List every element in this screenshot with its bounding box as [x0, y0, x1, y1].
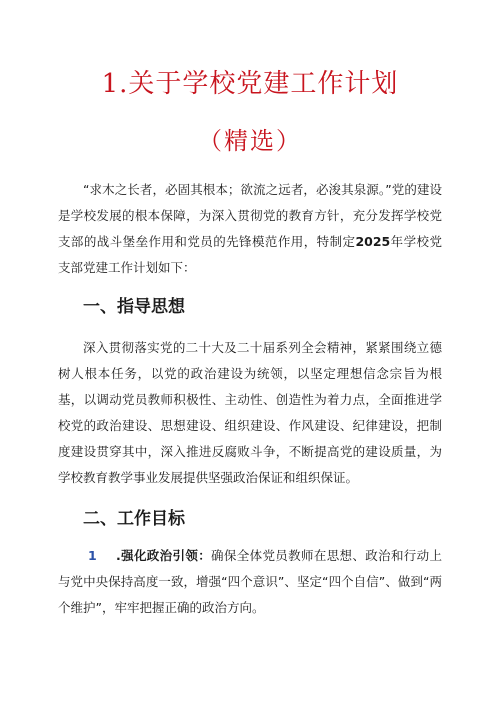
intro-paragraph — [58, 177, 442, 281]
document-subtitle: （精选） — [198, 127, 302, 155]
goal-item — [58, 543, 442, 621]
section-heading-guiding-ideology: 一、指导思想 — [83, 297, 185, 317]
document-title: 1.关于学校党建工作计划 — [101, 69, 399, 99]
goal-item-lead: .强化政治引领： — [116, 548, 212, 563]
goal-item-number: 1 — [88, 548, 97, 563]
intro-text-before: “求木之长者，必固其根本；欲流之远者，必浚其泉源。”党的建设是学校发展的根本保障，为深入贯彻党的教育方针，充分发挥学校党支部的战斗堡垒作用和党员的先锋模范作用，特制定 — [58, 182, 442, 249]
section-heading-work-goals: 二、工作目标 — [83, 509, 185, 529]
intro-year: 2025 — [355, 234, 391, 249]
goal-item-body: 确保全体党员教师在思想、政治和行动上与党中央保持高度一致，增强“四个意识”、坚定“四个自信”、做到“两个维护”，牢牢把握正确的政治方向。 — [58, 548, 442, 615]
guiding-ideology-paragraph: 深入贯彻落实党的二十大及二十届系列全会精神，紧紧围绕立德树人根本任务，以党的政治建设为统领，以坚定理想信念宗旨为根基，以调动党员教师积极性、主动性、创造性为着力点，全面推进学校党的政治建设、思想建设、组织建设、作风建设、纪律建设，把制度建设贯穿其中，深入推进反腐败斗争，不断提高党的建设质量，为学校教育教学事业发展提供坚强政治保证和组织保证。 — [58, 340, 442, 485]
intro-text-after: 年学校党支部党建工作计划如下： — [58, 234, 442, 275]
